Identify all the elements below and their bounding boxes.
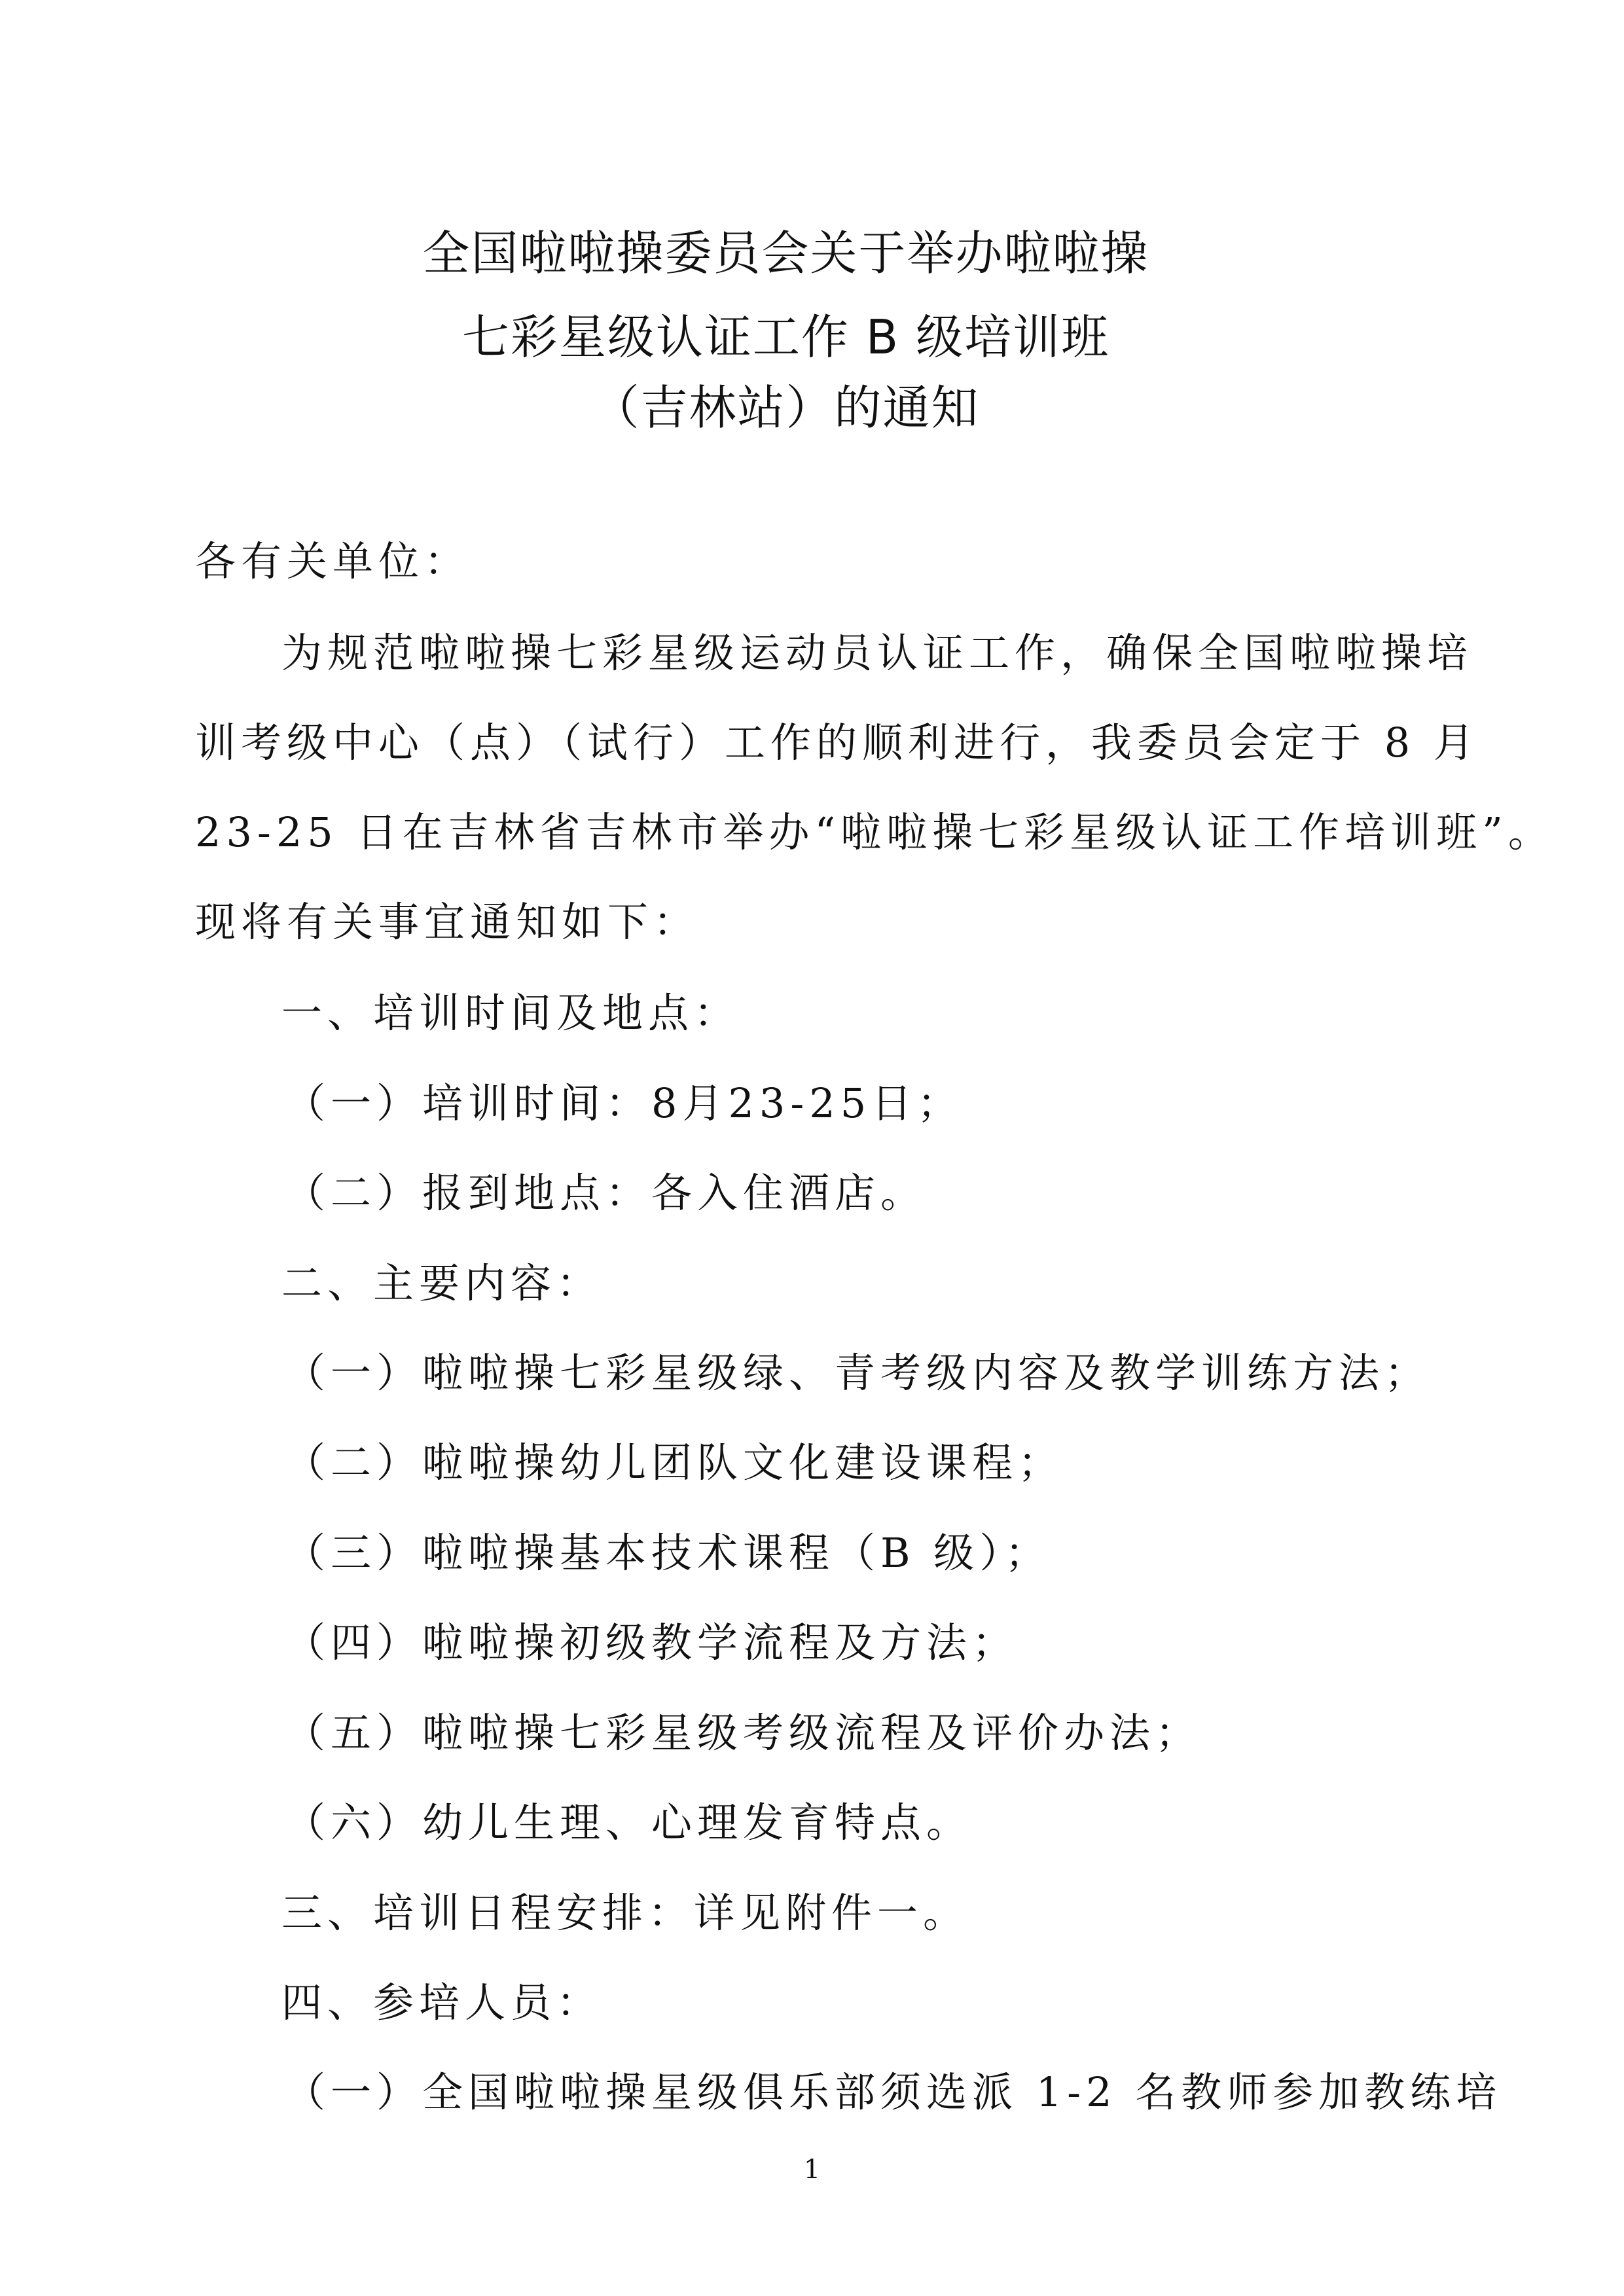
intro-paragraph-line-2: 训考级中心（点）（试行）工作的顺利进行，我委员会定于 8 月	[195, 719, 1479, 766]
list-item-content-6: （六）幼儿生理、心理发育特点。	[285, 1799, 973, 1846]
list-item-participants-1: （一）全国啦啦操星级俱乐部须选派 1-2 名教师参加教练培	[285, 2068, 1502, 2116]
page-number: 1	[803, 2155, 821, 2185]
list-item-training-time: （一）培训时间：8月23-25日；	[285, 1079, 964, 1127]
intro-paragraph-line-4: 现将有关事宜通知如下：	[195, 898, 700, 946]
intro-paragraph-line-1: 为规范啦啦操七彩星级运动员认证工作，确保全国啦啦操培	[281, 629, 1473, 677]
list-item-content-3: （三）啦啦操基本技术课程（B 级）；	[285, 1529, 1051, 1577]
list-item-content-1: （一）啦啦操七彩星级绿、青考级内容及教学训练方法；	[285, 1349, 1431, 1397]
section-heading-training-time-location: 一、培训时间及地点：	[281, 989, 740, 1037]
list-item-registration-location: （二）报到地点：各入住酒店。	[285, 1169, 927, 1217]
section-heading-main-content: 二、主要内容：	[281, 1259, 603, 1307]
list-item-content-4: （四）啦啦操初级教学流程及方法；	[285, 1619, 1019, 1666]
document-title-line-3: （吉林站）的通知	[592, 380, 980, 435]
list-item-content-2: （二）啦啦操幼儿团队文化建设课程；	[285, 1439, 1064, 1486]
section-heading-participants: 四、参培人员：	[281, 1979, 603, 2026]
salutation: 各有关单位：	[195, 537, 471, 585]
section-heading-schedule: 三、培训日程安排：详见附件一。	[281, 1889, 969, 1937]
list-item-content-5: （五）啦啦操七彩星级考级流程及评价办法；	[285, 1709, 1202, 1757]
document-title-line-1: 全国啦啦操委员会关于举办啦啦操	[422, 226, 1149, 281]
intro-paragraph-line-3: 23-25 日在吉林省吉林市举办“啦啦操七彩星级认证工作培训班”。	[195, 808, 1554, 856]
document-title-line-2: 七彩星级认证工作 B 级培训班	[461, 310, 1110, 365]
